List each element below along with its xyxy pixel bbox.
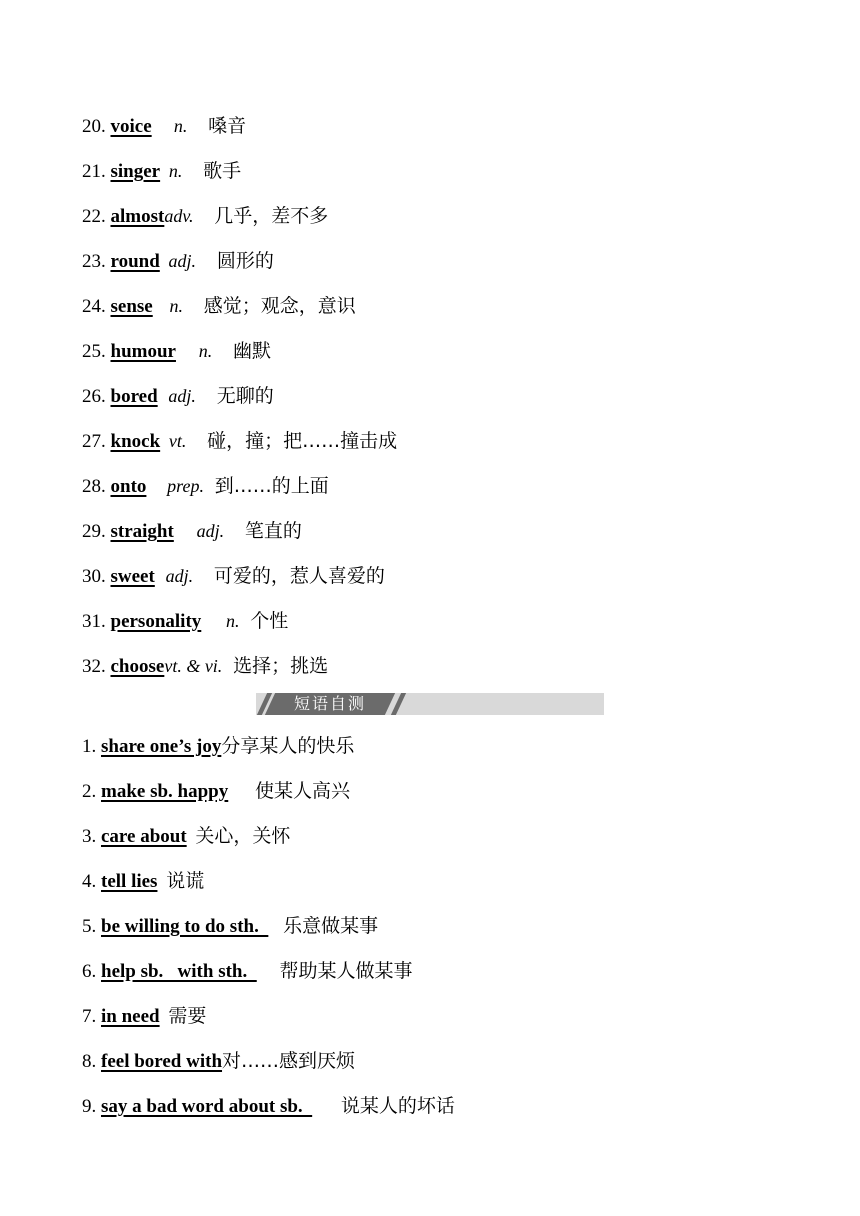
vocab-meaning: 个性 [250,610,289,632]
vocab-meaning: 感觉；观念，意识 [203,295,356,317]
vocab-word: sweet [110,566,155,587]
item-number: 31. [82,611,106,632]
phrase-item [82,956,413,986]
vocab-item [82,156,241,186]
phrase-text: care about [101,826,187,847]
item-number: 32. [82,656,106,677]
phrase-meaning: 分享某人的快乐 [221,735,355,757]
phrase-text: make sb. happy [101,781,229,802]
item-number: 9. [82,1096,97,1117]
item-number: 23. [82,251,106,272]
vocab-meaning: 几乎，差不多 [214,205,329,227]
phrase-item [82,1046,355,1076]
vocab-meaning: 到……的上面 [214,475,329,497]
vocab-word: personality [110,611,202,632]
phrase-meaning: 对……感到厌烦 [222,1050,356,1072]
part-of-speech: n. [169,296,183,316]
vocab-item [82,111,246,141]
part-of-speech: adj. [168,251,197,271]
part-of-speech: n. [198,341,213,361]
vocab-word: round [110,251,160,272]
phrase-item [82,1091,455,1121]
phrase-item [82,911,378,941]
item-number: 22. [82,206,106,227]
item-number: 29. [82,521,106,542]
vocab-word: sense [110,296,153,317]
vocab-word: almost [110,206,165,227]
vocab-word: bored [110,386,158,407]
part-of-speech: adj. [168,386,196,406]
item-number: 6. [82,961,97,982]
item-number: 2. [82,781,97,802]
phrase-item [82,776,350,806]
vocab-item [82,291,356,321]
part-of-speech: prep. [167,476,204,496]
part-of-speech: adv. [164,206,194,226]
phrase-item [82,866,204,896]
section-title: 短语自测 [293,694,366,713]
vocab-item [82,606,288,636]
vocab-item [82,201,328,231]
item-number: 3. [82,826,97,847]
phrase-meaning: 使某人高兴 [255,780,351,802]
vocab-meaning: 无聊的 [216,385,274,407]
part-of-speech: n. [173,116,188,136]
vocab-item [82,651,328,681]
vocab-meaning: 碰，撞；把……撞击成 [207,430,398,452]
vocab-meaning: 歌手 [203,160,242,182]
phrase-text: feel bored with [101,1051,223,1072]
phrase-item [82,821,290,851]
phrase-text: share one’s joy [101,736,222,757]
item-number: 26. [82,386,106,407]
vocab-meaning: 选择；挑选 [233,655,329,677]
item-number: 21. [82,161,106,182]
vocab-item [82,336,271,366]
phrase-text: say a bad word about sb. [101,1096,313,1117]
vocab-item [82,246,274,276]
vocab-meaning: 圆形的 [216,250,274,272]
part-of-speech: vt. [168,431,187,451]
vocab-item [82,516,302,546]
vocab-word: humour [110,341,176,362]
item-number: 5. [82,916,97,937]
vocab-word: knock [110,431,161,452]
item-number: 4. [82,871,97,892]
phrase-meaning: 关心，关怀 [195,825,291,847]
part-of-speech: adj. [165,566,194,586]
part-of-speech: n. [168,161,183,181]
phrase-text: be willing to do sth. [101,916,269,937]
vocab-meaning: 可爱的，惹人喜爱的 [213,565,385,587]
part-of-speech: vt. & vi. [164,656,223,676]
item-number: 20. [82,116,106,137]
phrase-meaning: 乐意做某事 [283,915,379,937]
vocab-word: singer [110,161,161,182]
phrase-meaning: 说某人的坏话 [340,1095,455,1117]
item-number: 1. [82,736,97,757]
item-number: 25. [82,341,106,362]
phrase-item [82,731,354,761]
phrase-meaning: 说谎 [166,870,205,892]
vocab-word: straight [110,521,174,542]
item-number: 27. [82,431,106,452]
phrase-meaning: 帮助某人做某事 [279,960,413,982]
vocab-word: onto [110,476,147,497]
vocab-meaning: 嗓音 [208,115,247,137]
item-number: 7. [82,1006,97,1027]
item-number: 28. [82,476,106,497]
vocab-meaning: 幽默 [232,340,271,362]
item-number: 24. [82,296,106,317]
vocab-item [82,426,397,456]
vocab-word: voice [110,116,152,137]
phrase-text: help sb. with sth. [101,961,257,982]
vocab-item [82,471,329,501]
part-of-speech: adj. [196,521,225,541]
item-number: 8. [82,1051,97,1072]
vocab-word: choose [110,656,165,677]
vocab-meaning: 笔直的 [244,520,302,542]
phrase-text: tell lies [101,871,158,892]
phrase-text: in need [101,1006,160,1027]
phrase-meaning: 需要 [168,1005,207,1027]
phrase-item [82,1001,206,1031]
spacer [152,116,162,137]
item-number: 30. [82,566,106,587]
part-of-speech: n. [226,611,240,631]
vocab-item [82,381,274,411]
vocab-item [82,561,385,591]
section-banner [256,693,604,715]
